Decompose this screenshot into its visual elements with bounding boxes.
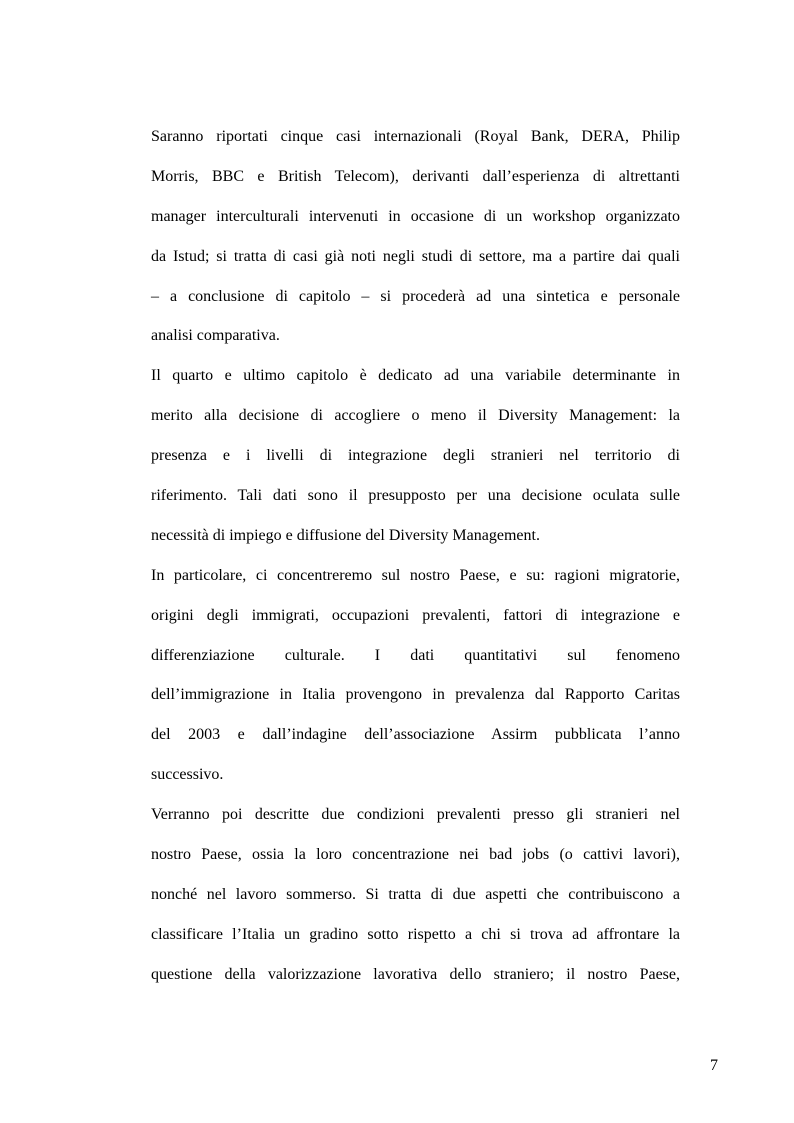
text-line: nostro Paese, ossia la loro concentrazione nei bad jobs (o cattivi lavori), (151, 846, 680, 864)
text-line: Verranno poi descritte due condizioni prevalenti presso gli stranieri nel (151, 806, 680, 824)
text-line: nonché nel lavoro sommerso. Si tratta di due aspetti che contribuiscono a (151, 885, 680, 903)
text-line: presenza e i livelli di integrazione degli stranieri nel territorio di (151, 447, 680, 465)
text-line: riferimento. Tali dati sono il presupposto per una decisione oculata sulle (151, 487, 680, 505)
text-line: manager interculturali intervenuti in occasione di un workshop organizzato (151, 207, 680, 225)
text-line: differenziazione culturale. I dati quantitativi sul fenomeno (151, 646, 680, 664)
text-line: da Istud; si tratta di casi già noti negli studi di settore, ma a partire dai quali (151, 247, 680, 265)
paragraph-fourth-chapter (151, 356, 680, 555)
text-line: dell’immigrazione in Italia provengono in prevalenza dal Rapporto Caritas (151, 686, 680, 704)
text-line: Saranno riportati cinque casi internazionali (Royal Bank, DERA, Philip (151, 128, 680, 145)
text-line: Morris, BBC e British Telecom), derivanti dall’esperienza di altrettanti (151, 167, 680, 185)
text-line: Il quarto e ultimo capitolo è dedicato ad una variabile determinante in (151, 367, 680, 385)
body-text (151, 117, 680, 995)
text-line: successivo. (151, 766, 224, 784)
text-line: In particolare, ci concentreremo sul nostro Paese, e su: ragioni migratorie, (151, 566, 680, 584)
paragraph-immigration-data (151, 556, 680, 795)
page-number: 7 (710, 1057, 718, 1074)
text-line: del 2003 e dall’indagine dell’associazione Assirm pubblicata l’anno (151, 726, 680, 744)
text-line: necessità di impiego e diffusione del Diversity Management. (151, 526, 540, 544)
text-line: questione della valorizzazione lavorativa dello straniero; il nostro Paese, (151, 965, 680, 983)
text-line: analisi comparativa. (151, 327, 280, 345)
text-line: classificare l’Italia un gradino sotto rispetto a chi si trova ad affrontare la (151, 925, 680, 943)
text-line: – a conclusione di capitolo – si procederà ad una sintetica e personale (151, 287, 680, 305)
paragraph-bad-jobs (151, 795, 680, 994)
text-line: merito alla decisione di accogliere o meno il Diversity Management: la (151, 407, 680, 425)
paragraph-case-studies (151, 117, 680, 356)
text-line: origini degli immigrati, occupazioni prevalenti, fattori di integrazione e (151, 606, 680, 624)
